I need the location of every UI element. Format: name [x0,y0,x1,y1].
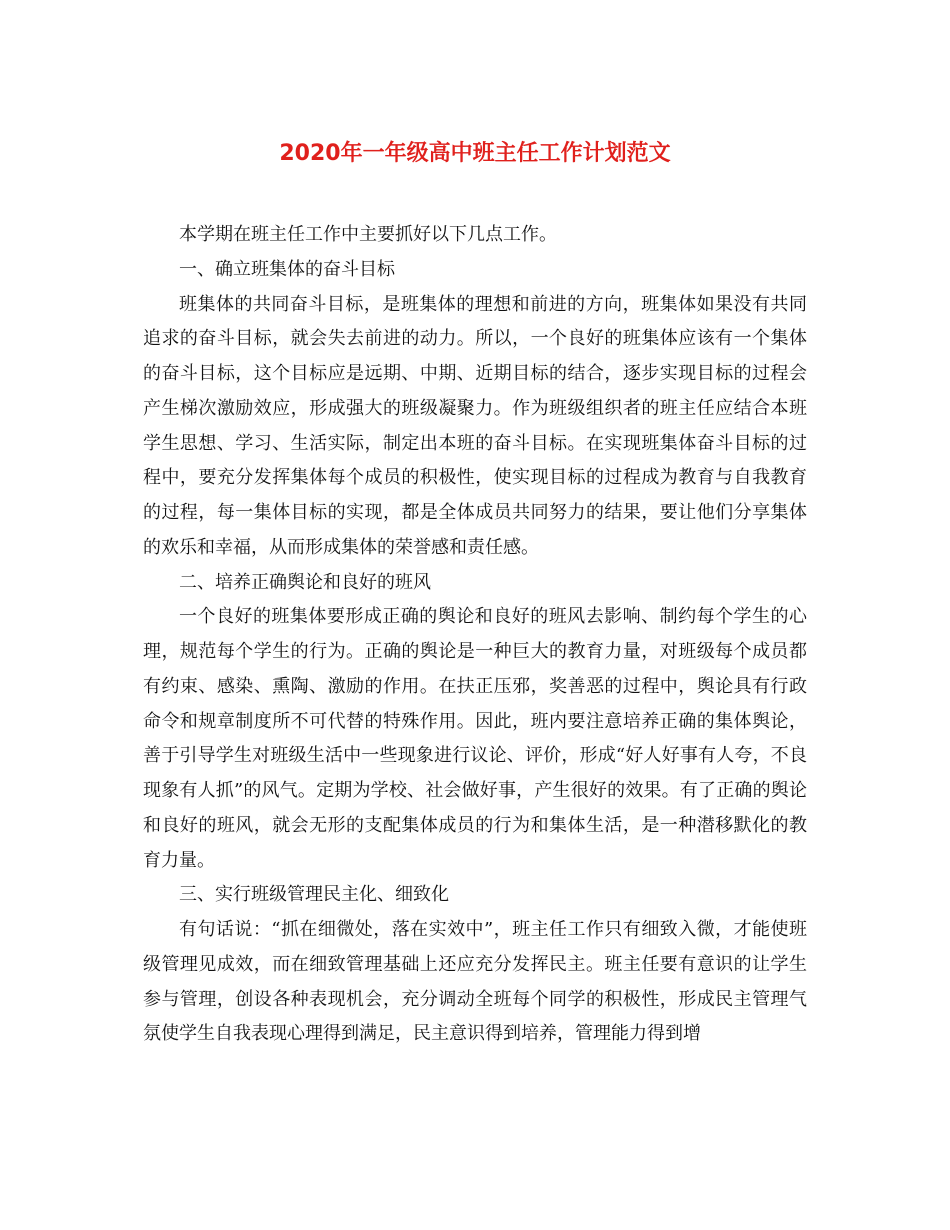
section-heading-3: 三、实行班级管理民主化、细致化 [179,884,449,906]
section-heading-1: 一、确立班集体的奋斗目标 [179,258,395,280]
paragraph-management: 有句话说：“抓在细微处，落在实效中”，班主任工作只有细致入微，才能使班级管理见成效，而在细致管理基础上还应充分发挥民主。班主任要有意识的让学生参与管理，创设各种表现机会，充分调动全班每个同学的积极性，形成民主管理气氛使学生自我表现心理得到满足，民主意识得到培养，管理能力得到增 [143,919,807,1045]
section-heading-2: 二、培养正确舆论和良好的班风 [179,571,431,593]
paragraph-goals: 班集体的共同奋斗目标，是班集体的理想和前进的方向，班集体如果没有共同追求的奋斗目标，就会失去前进的动力。所以，一个良好的班集体应该有一个集体的奋斗目标，这个目标应是远期、中期、近期目标的结合，逐步实现目标的过程会产生梯次激励效应，形成强大的班级凝聚力。作为班级组织者的班主任应结合本班学生思想、学习、生活实际，制定出本班的奋斗目标。在实现班集体奋斗目标的过程中，要充分发挥集体每个成员的积极性，使实现目标的过程成为教育与自我教育的过程，每一集体目标的实现，都是全体成员共同努力的结果，要让他们分享集体的欢乐和幸福，从而形成集体的荣誉感和责任感。 [143,293,807,558]
document-title: 2020年一年级高中班主任工作计划范文 [279,141,671,166]
paragraph-intro: 本学期在班主任工作中主要抓好以下几点工作。 [179,224,557,245]
paragraph-class-spirit: 一个良好的班集体要形成正确的舆论和良好的班风去影响、制约每个学生的心理，规范每个学生的行为。正确的舆论是一种巨大的教育力量，对班级每个成员都有约束、感染、熏陶、激励的作用。在扶正压邪，奖善恶的过程中，舆论具有行政命令和规章制度所不可代替的特殊作用。因此，班内要注意培养正确的集体舆论，善于引导学生对班级生活中一些现象进行议论、评价，形成“好人好事有人夸，不良现象有人抓”的风气。定期为学校、社会做好事，产生很好的效果。有了正确的舆论和良好的班风，就会无形的支配集体成员的行为和集体生活，是一种潜移默化的教育力量。 [143,606,807,871]
document-body [143,218,807,1052]
